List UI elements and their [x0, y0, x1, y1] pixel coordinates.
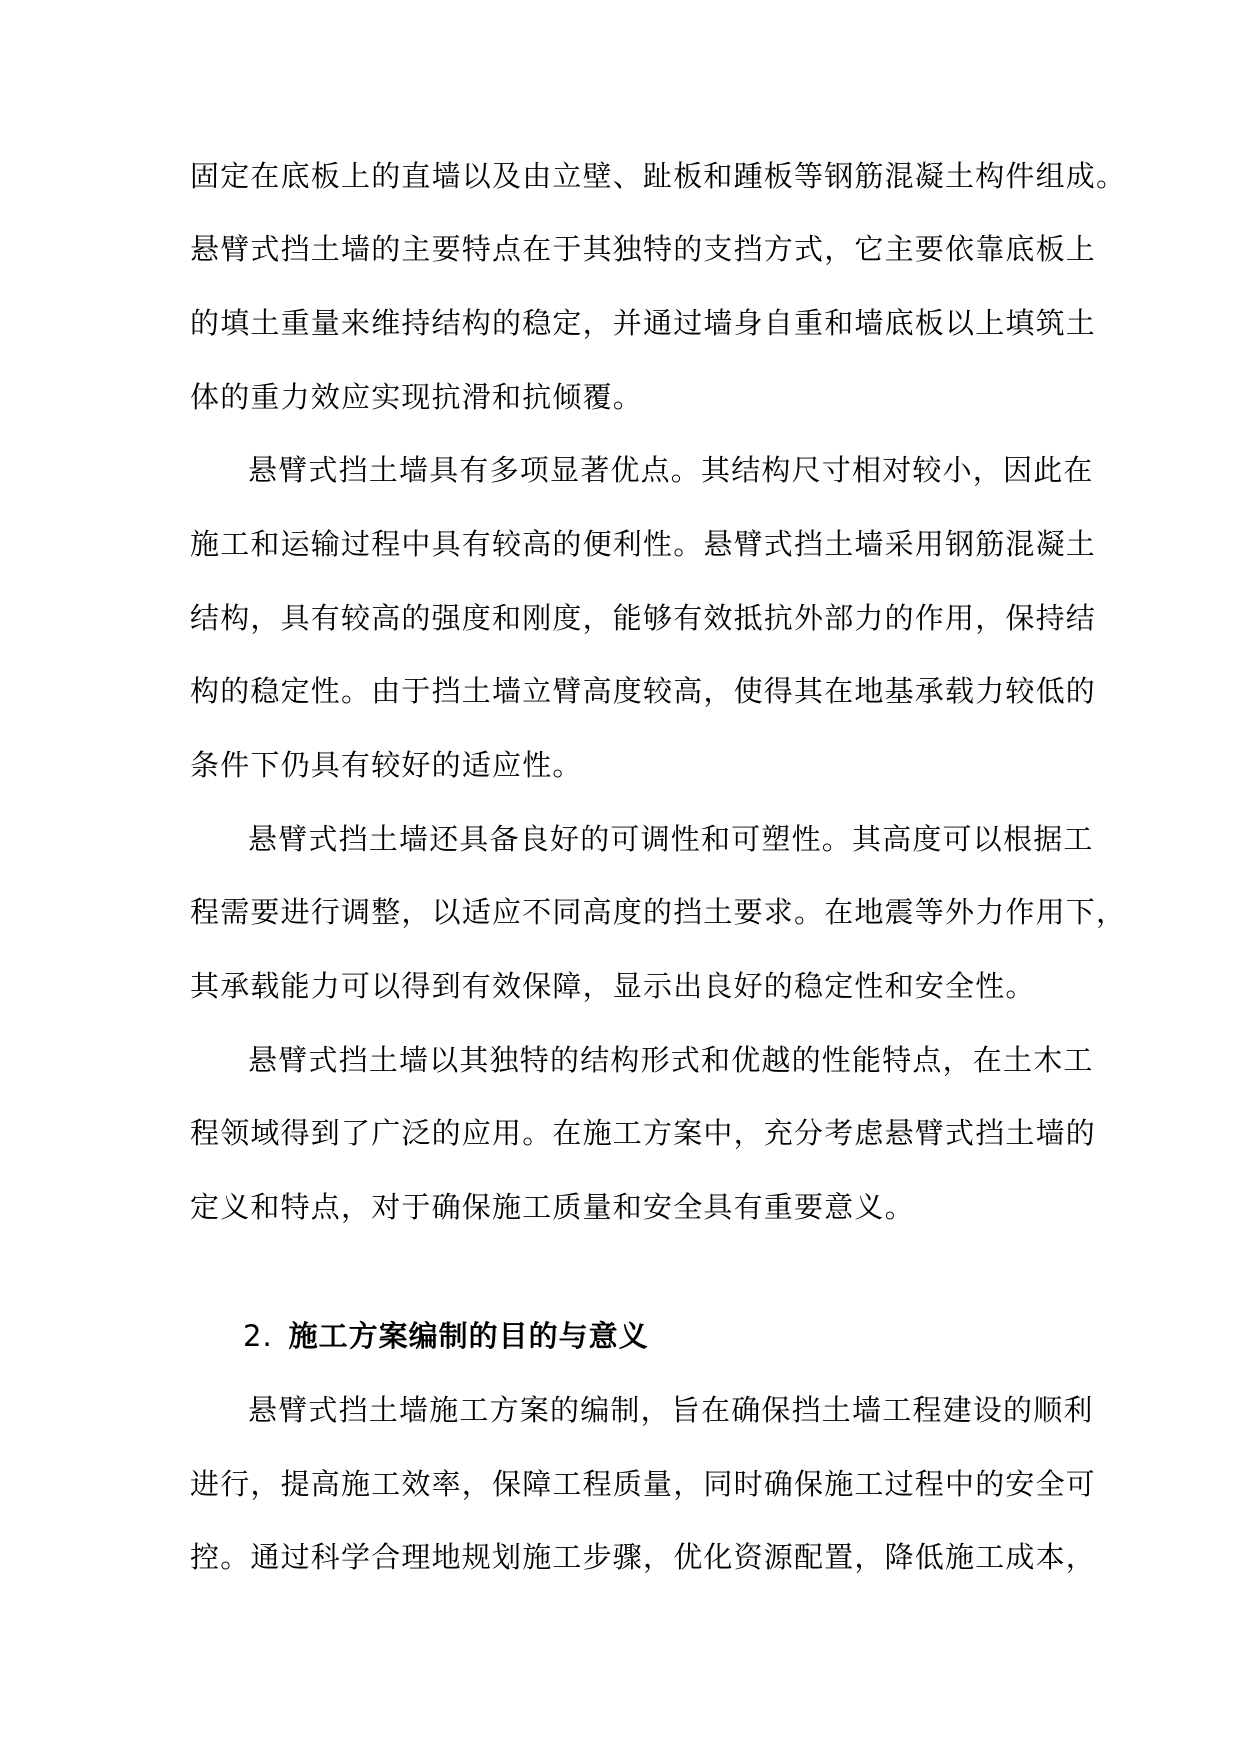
paragraph-4-line-1: 悬臂式挡土墙以其独特的结构形式和优越的性能特点，在土木工	[248, 1043, 1094, 1077]
paragraph-2-line-3: 结构，具有较高的强度和刚度，能够有效抵抗外部力的作用，保持结	[190, 601, 1097, 635]
paragraph-1-line-4: 体的重力效应实现抗滑和抗倾覆。	[190, 380, 644, 414]
section-number: 2.	[243, 1319, 273, 1353]
paragraph-2-line-5: 条件下仍具有较好的适应性。	[190, 748, 583, 782]
paragraph-2-line-4: 构的稳定性。由于挡土墙立臂高度较高，使得其在地基承载力较低的	[190, 674, 1097, 708]
paragraph-1-line-3: 的填土重量来维持结构的稳定，并通过墙身自重和墙底板以上填筑土	[190, 306, 1097, 340]
paragraph-3-line-1: 悬臂式挡土墙还具备良好的可调性和可塑性。其高度可以根据工	[248, 822, 1094, 856]
paragraph-2-line-2: 施工和运输过程中具有较高的便利性。悬臂式挡土墙采用钢筋混凝土	[190, 527, 1097, 561]
section-paragraph-line-2: 进行，提高施工效率，保障工程质量，同时确保施工过程中的安全可	[190, 1467, 1097, 1501]
section-title: 施工方案编制的目的与意义	[288, 1319, 649, 1353]
section-paragraph-line-3: 控。通过科学合理地规划施工步骤，优化资源配置，降低施工成本，	[190, 1540, 1097, 1574]
section-paragraph-line-1: 悬臂式挡土墙施工方案的编制，旨在确保挡土墙工程建设的顺利	[248, 1393, 1094, 1427]
paragraph-4-line-3: 定义和特点，对于确保施工质量和安全具有重要意义。	[190, 1190, 915, 1224]
paragraph-1-line-1: 固定在底板上的直墙以及由立壁、趾板和踵板等钢筋混凝土构件组成。	[190, 159, 1127, 193]
paragraph-4-line-2: 程领域得到了广泛的应用。在施工方案中，充分考虑悬臂式挡土墙的	[190, 1116, 1097, 1150]
section-heading	[243, 1319, 649, 1353]
paragraph-1-line-2: 悬臂式挡土墙的主要特点在于其独特的支挡方式，它主要依靠底板上	[190, 232, 1097, 266]
paragraph-3-line-2: 程需要进行调整，以适应不同高度的挡土要求。在地震等外力作用下，	[190, 895, 1127, 929]
paragraph-2-line-1: 悬臂式挡土墙具有多项显著优点。其结构尺寸相对较小，因此在	[248, 453, 1094, 487]
paragraph-3-line-3: 其承载能力可以得到有效保障，显示出良好的稳定性和安全性。	[190, 969, 1036, 1003]
